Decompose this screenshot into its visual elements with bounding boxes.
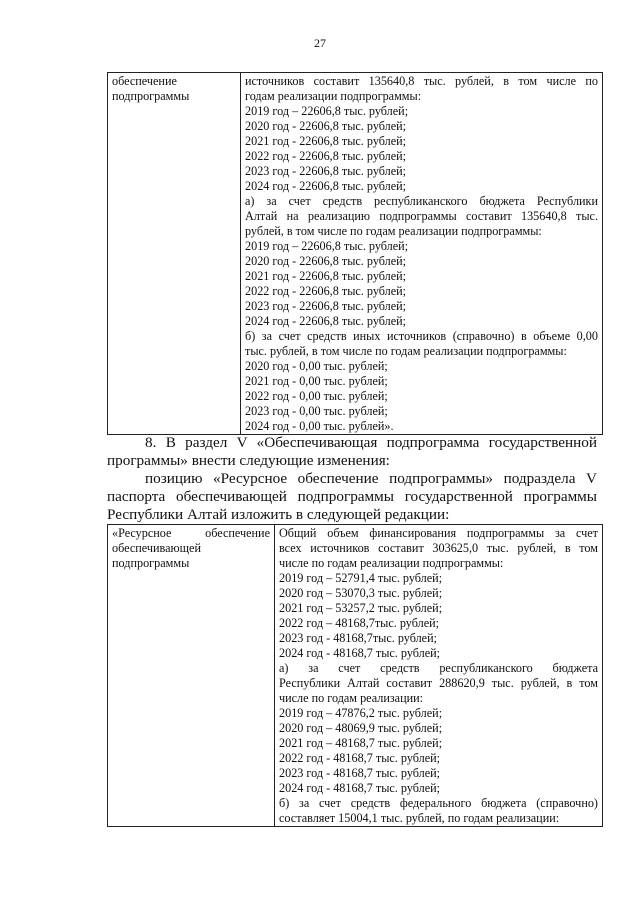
- cell-line: 2023 год - 48168,7тыс. рублей;: [279, 631, 438, 645]
- cell-line: 2023 год - 22606,8 тыс. рублей;: [245, 299, 407, 313]
- table-row: [108, 73, 603, 435]
- cell-line: Алтай на реализацию подпрограммы составит 135640,8 тыс.: [245, 209, 598, 223]
- table-row: [108, 525, 603, 827]
- cell-line: «Ресурсное обеспечение: [112, 526, 270, 540]
- cell-line: Общий объем финансирования подпрограммы за счет: [279, 526, 598, 540]
- paragraph-line: паспорта обеспечивающей подпрограммы государственной программы: [107, 488, 597, 505]
- table-cell-content: [275, 525, 603, 827]
- cell-line: 2024 год - 22606,8 тыс. рублей;: [245, 179, 407, 193]
- cell-line: 2023 год - 0,00 тыс. рублей;: [245, 404, 388, 418]
- cell-line: обеспечивающей: [112, 541, 201, 555]
- cell-line: 2024 год - 22606,8 тыс. рублей;: [245, 314, 407, 328]
- cell-line: 2023 год - 48168,7 тыс. рублей;: [279, 766, 441, 780]
- cell-line: б) за счет средств федерального бюджета (справочно): [279, 796, 598, 810]
- paragraph-line: программы» внести следующие изменения:: [107, 452, 390, 469]
- cell-line: 2019 год – 22606,8 тыс. рублей;: [245, 104, 409, 118]
- cell-line: 2022 год - 22606,8 тыс. рублей;: [245, 149, 407, 163]
- cell-line: 2021 год - 22606,8 тыс. рублей;: [245, 269, 407, 283]
- cell-line: 2022 год – 48168,7тыс. рублей;: [279, 616, 440, 630]
- cell-line: подпрограммы: [112, 556, 190, 570]
- cell-line: составляет 15004,1 тыс. рублей, по годам реализации:: [279, 811, 560, 825]
- cell-line: 2024 год - 48168,7 тыс. рублей;: [279, 781, 441, 795]
- cell-line: всех источников составит 303625,0 тыс. рублей, в том: [279, 541, 598, 555]
- resource-support-table: [107, 524, 603, 827]
- cell-line: 2021 год - 0,00 тыс. рублей;: [245, 374, 388, 388]
- paragraph-line: позицию «Ресурсное обеспечение подпрограммы» подраздела V: [145, 470, 597, 487]
- page-number: 27: [314, 36, 326, 50]
- cell-line: годам реализации подпрограммы:: [245, 89, 422, 103]
- cell-line: 2019 год – 52791,4 тыс. рублей;: [279, 571, 443, 585]
- cell-line: 2020 год – 53070,3 тыс. рублей;: [279, 586, 443, 600]
- cell-line: 2021 год – 48168,7 тыс. рублей;: [279, 736, 443, 750]
- cell-line: Республики Алтай составит 288620,9 тыс. рублей, в том: [279, 676, 598, 690]
- paragraph-line: Республики Алтай изложить в следующей редакции:: [107, 506, 450, 523]
- cell-line: а) за счет средств республиканского бюджета: [279, 661, 598, 675]
- cell-line: подпрограммы: [112, 89, 190, 103]
- cell-line: 2024 год - 0,00 тыс. рублей».: [245, 419, 394, 433]
- cell-line: 2021 год – 53257,2 тыс. рублей;: [279, 601, 443, 615]
- cell-line: числе по годам реализации подпрограммы:: [279, 556, 504, 570]
- cell-line: числе по годам реализации:: [279, 691, 424, 705]
- table-cell-label: [108, 525, 275, 827]
- paragraph-line: 8. В раздел V «Обеспечивающая подпрограмма государственной: [145, 434, 597, 451]
- cell-line: а) за счет средств республиканского бюджета Республики: [245, 194, 598, 208]
- cell-line: 2020 год – 48069,9 тыс. рублей;: [279, 721, 443, 735]
- cell-line: 2020 год - 0,00 тыс. рублей;: [245, 359, 388, 373]
- cell-line: 2021 год - 22606,8 тыс. рублей;: [245, 134, 407, 148]
- cell-line: 2022 год - 48168,7 тыс. рублей;: [279, 751, 441, 765]
- funding-table-continued: [107, 72, 603, 435]
- cell-line: 2019 год – 47876,2 тыс. рублей;: [279, 706, 443, 720]
- cell-line: тыс. рублей, в том числе по годам реализации подпрограммы:: [245, 344, 567, 358]
- amendment-paragraph-8: [107, 434, 597, 470]
- cell-line: 2022 год - 22606,8 тыс. рублей;: [245, 284, 407, 298]
- cell-line: 2020 год - 22606,8 тыс. рублей;: [245, 254, 407, 268]
- cell-line: 2022 год - 0,00 тыс. рублей;: [245, 389, 388, 403]
- cell-line: б) за счет средств иных источников (справочно) в объеме 0,00: [245, 329, 598, 343]
- cell-line: источников составит 135640,8 тыс. рублей, в том числе по: [245, 74, 598, 88]
- cell-line: 2019 год – 22606,8 тыс. рублей;: [245, 239, 409, 253]
- amendment-paragraph-position: [107, 470, 597, 524]
- table-cell-label: [108, 73, 241, 435]
- cell-line: рублей, в том числе по годам реализации подпрограммы:: [245, 224, 542, 238]
- table-cell-content: [241, 73, 603, 435]
- cell-line: 2024 год - 48168,7 тыс. рублей;: [279, 646, 441, 660]
- cell-line: 2023 год - 22606,8 тыс. рублей;: [245, 164, 407, 178]
- cell-line: обеспечение: [112, 74, 177, 88]
- cell-line: 2020 год - 22606,8 тыс. рублей;: [245, 119, 407, 133]
